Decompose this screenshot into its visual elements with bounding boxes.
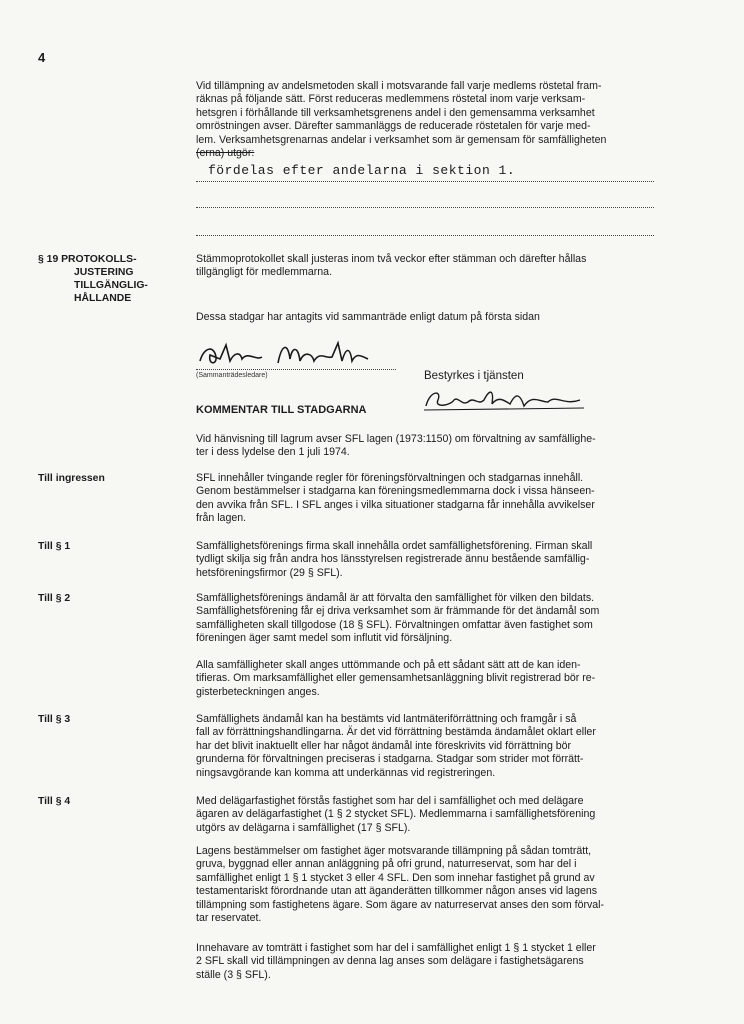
text-line: den avvika från SFL. I SFL anges i vilka situationer stadgarna får innehålla avvikelser: [196, 498, 595, 511]
text-line: har det blivit inaktuellt eller har något ändamål inte föreskrivits vid förrättning bör: [196, 739, 572, 752]
text-line: Genom bestämmelser i stadgarna kan föreningsmedlemmarna dock i vissa hänseen-: [196, 485, 595, 498]
page-number: 4: [38, 50, 46, 65]
text-line: lem. Verksamhetsgrenarnas andelar i verksamhet som är gemensam för samfälligheten: [196, 133, 607, 146]
text-line: Innehavare av tomträtt i fastighet som har del i samfällighet enligt 1 § 1 stycket 1 eller: [196, 942, 596, 954]
certified-text: Bestyrkes i tjänsten: [424, 370, 524, 382]
text-line: utgörs av delägarna i samfällighet (17 § SFL).: [196, 821, 411, 834]
typed-insertion: fördelas efter andelarna i sektion 1.: [208, 163, 516, 178]
commentary-intro: [196, 433, 654, 460]
text-line: gruva, byggnad eller annan anläggning på ofri grund, naturreservat, som har del i: [196, 858, 577, 871]
text-line: tifieras. Om marksamfällighet eller gemensamhetsanläggning blivit registrerad bör re-: [196, 672, 596, 685]
text-line: Med delägarfastighet förstås fastighet som har del i samfällighet och med delägare: [196, 795, 584, 807]
text-line: hetsföreningsfirmor (29 § SFL).: [196, 566, 343, 579]
text-line: Samfällighetsförenings firma skall innehålla ordet samfällighetsförening. Firman skall: [196, 540, 593, 552]
label-section-1: Till § 1: [38, 541, 71, 552]
text-line: omröstningen avser. Därefter sammanläggs de reducerade röstetalen för varje med-: [196, 120, 591, 133]
text-line: samfällighet enligt 1 § 1 stycket 3 eller 4 SFL. Den som innehar fastighet på grund av: [196, 871, 595, 884]
text-line: Alla samfälligheter skall anges uttömmande och på ett sådant sätt att de kan iden-: [196, 659, 581, 671]
struck-text: (erna) utgör:: [196, 147, 255, 160]
text-line: Samfällighetsförenings ändamål är att förvalta den samfällighet för vilken den bildats.: [196, 592, 595, 604]
text-line: hetsgren i förhållande till verksamhetsgrenens andel i den gemensamma verksamhet: [196, 106, 595, 119]
text-line: ningsavgörande kan komma att underkännas vid registreringen.: [196, 766, 496, 779]
adopted-text: Dessa stadgar har antagits vid sammanträde enligt datum på första sidan: [196, 311, 540, 323]
text-line: tydligt skilja sig från andra hos länsstyrelsen registrerade ännu bestående samfällig-: [196, 553, 590, 566]
comment-section-4-tenure: [196, 845, 654, 925]
label-line: TILLGÄNGLIG-: [74, 280, 148, 291]
text-line: ägaren av delägarfastighet (1 § 2 stycket SFL). Medlemmarna i samfällighetsförening: [196, 808, 596, 821]
text-line: tillgängligt för medlemmarna.: [196, 266, 333, 279]
text-line: SFL innehåller tvingande regler för föreningsförvaltningen och stadgarnas innehåll.: [196, 472, 584, 484]
text-line: Stämmoprotokollet skall justeras inom två veckor efter stämman och därefter hållas: [196, 253, 587, 265]
text-line: Vid tillämpning av andelsmetoden skall i motsvarande fall varje medlems röstetal fram-: [196, 80, 602, 92]
certification-signature: [420, 386, 590, 414]
comment-section-2: [196, 592, 654, 646]
text-line: Samfällighetsförening får ej driva verksamhet som är främmande för det ändamål som: [196, 605, 600, 618]
text-line: Samfällighets ändamål kan ha bestämts vid lantmäteriförrättning och framgår i så: [196, 713, 577, 725]
label-section-2: Till § 2: [38, 593, 71, 604]
voting-paragraph: [196, 80, 654, 160]
dotted-line: [196, 181, 654, 182]
comment-section-4: [196, 795, 654, 835]
text-line: Lagens bestämmelser om fastighet äger motsvarande tillämpning på sådan tomträtt,: [196, 845, 592, 857]
comment-section-4-leasehold: [196, 942, 654, 982]
comment-section-1: [196, 540, 654, 580]
text-line: samfälligheten skall tillgodose (18 § SFL). Förvaltningen omfattar även fastighet som: [196, 618, 593, 631]
comment-ingressen: [196, 472, 654, 526]
dotted-line: [196, 235, 654, 236]
signature-caption: (Sammanträdesledare): [196, 372, 268, 379]
section-19-label: [38, 253, 178, 305]
label-line: HÅLLANDE: [74, 293, 132, 304]
dotted-line: [196, 207, 654, 208]
label-section-3: Till § 3: [38, 714, 71, 725]
text-line: från lagen.: [196, 512, 247, 525]
text-line: testamentariskt förordnande utan att äganderätten tillkommer någon anses vid lagens: [196, 885, 598, 898]
text-line: fall av förrättningshandlingarna. Är det vid förrättning bestämda ändamålet oklart eller: [196, 726, 596, 739]
text-line: ställe (3 § SFL).: [196, 968, 271, 981]
label-ingressen: Till ingressen: [38, 473, 105, 484]
text-line: Vid hänvisning till lagrum avser SFL lagen (1973:1150) om förvaltning av samfällighe-: [196, 433, 596, 445]
text-line: föreningen äger samt medel som influtit vid försäljning.: [196, 632, 453, 645]
text-line: 2 SFL skall vid tillämpningen av denna lag anses som delägare i fastighetsägarens: [196, 955, 584, 968]
text-line: tillämpning som fastighetens ägare. Som ägare av naturreservat anses den som förval-: [196, 898, 605, 911]
text-line: räknas på följande sätt. Först reduceras medlemmens röstetal inom varje verksam-: [196, 93, 586, 106]
label-section-4: Till § 4: [38, 796, 71, 807]
text-line: ter i dess lydelse den 1 juli 1974.: [196, 446, 350, 459]
chairman-signature: [196, 337, 396, 371]
text-line: tar reservatet.: [196, 912, 262, 925]
label-line: § 19 PROTOKOLLS-: [38, 254, 137, 265]
commentary-heading: KOMMENTAR TILL STADGARNA: [196, 404, 367, 416]
comment-section-3: [196, 713, 654, 780]
section-19-text: [196, 253, 654, 280]
signature-line: [196, 369, 396, 370]
label-line: JUSTERING: [74, 267, 134, 278]
text-line: gisterbeteckningen anges.: [196, 685, 320, 698]
text-line: grunderna för förvaltningen preciseras i stadgarna. Stadgar som strider mot förrätt-: [196, 753, 584, 766]
comment-section-2-identification: [196, 659, 654, 699]
